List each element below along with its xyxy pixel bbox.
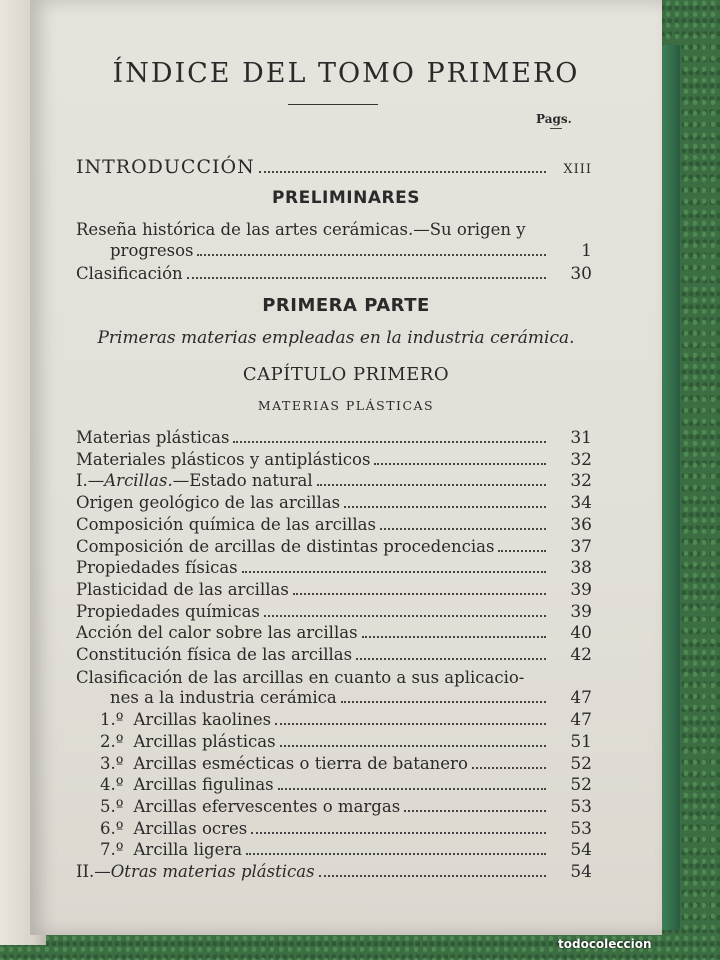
toc-entry <box>76 537 592 557</box>
entry-italic: Arcillas. <box>104 471 173 491</box>
toc-entry-label <box>76 580 289 599</box>
leader-dots <box>374 463 546 465</box>
toc-entry-label: INTRODUCCIÓN <box>76 156 255 178</box>
leader-dots <box>259 171 546 173</box>
preliminares-heading: PRELIMINARES <box>272 188 420 208</box>
toc-entry-page: 42 <box>570 645 592 665</box>
entry-text: Constitución física de las arcillas <box>76 645 353 664</box>
primera-parte-heading: PRIMERA PARTE <box>262 295 430 316</box>
toc-entry <box>100 819 592 839</box>
leader-dots <box>275 723 546 725</box>
toc-entry-page: 37 <box>570 536 592 557</box>
toc-entry-clasificacion <box>76 264 592 284</box>
toc-entry-label <box>76 537 494 556</box>
toc-entry-page: 32 <box>570 471 592 492</box>
leader-dots <box>344 506 546 508</box>
toc-entry-page: 38 <box>570 558 592 579</box>
entry-number: 1.º <box>100 710 124 730</box>
toc-entry <box>76 645 592 665</box>
toc-entry-label <box>100 797 400 816</box>
leader-dots <box>341 701 546 703</box>
toc-entry-page: 40 <box>570 623 592 644</box>
toc-entry-page: 30 <box>570 264 592 284</box>
leader-dots <box>264 615 546 617</box>
primera-parte-subtitle: Primeras materias empleadas en la industria cerámica. <box>97 328 575 348</box>
toc-entry-label <box>76 602 260 621</box>
toc-entry-page: 36 <box>570 514 592 535</box>
entry-text: Arcilla ligera <box>133 840 243 860</box>
leader-dots <box>319 875 546 877</box>
toc-entry-label: Clasificación <box>76 264 183 283</box>
toc-entry <box>76 493 592 513</box>
toc-entry <box>100 710 592 730</box>
entry-text: Propiedades físicas <box>76 558 238 578</box>
leader-dots <box>197 254 546 256</box>
toc-entry-page: 31 <box>570 428 592 448</box>
entry-text: Composición de arcillas de distintas procedencias <box>76 536 495 556</box>
toc-entry <box>100 775 592 795</box>
entry-text: Arcillas efervescentes o margas <box>133 796 401 816</box>
chapter-subheading: MATERIAS PLÁSTICAS <box>257 398 435 413</box>
toc-entry-page: 47 <box>570 710 592 731</box>
entry-text: Arcillas esmécticas o tierra de batanero <box>133 753 468 773</box>
entry-text: Materias plásticas <box>76 428 230 447</box>
toc-entry-page: 47 <box>570 688 592 709</box>
leader-dots <box>380 528 546 530</box>
toc-entry <box>100 840 592 860</box>
toc-entry-label: progresos <box>110 241 194 260</box>
entry-text: Arcillas kaolines <box>133 710 272 730</box>
toc-entry <box>76 450 592 470</box>
leader-dots <box>251 832 546 834</box>
entry-text: Arcillas plásticas <box>133 731 276 751</box>
toc-entry <box>100 797 592 817</box>
toc-entry-label <box>76 471 313 490</box>
toc-entry-clasif-line1: Clasificación de las arcillas en cuanto a sus aplicacio- <box>76 667 525 687</box>
toc-entry-label <box>100 732 276 751</box>
entry-number: 5.º <box>100 796 124 816</box>
toc-entry-page: 53 <box>570 818 592 839</box>
page-title: ÍNDICE DEL TOMO PRIMERO <box>112 58 580 89</box>
pags-underline <box>550 128 562 129</box>
leader-dots <box>362 636 546 638</box>
toc-entry-page: 34 <box>570 493 592 514</box>
leader-dots <box>356 658 546 660</box>
toc-entry-label <box>100 775 274 794</box>
toc-entry-resena-line1: Reseña histórica de las artes cerámicas.—Su origen y <box>76 220 526 239</box>
toc-entry-page: 39 <box>570 579 592 600</box>
leader-dots <box>280 745 546 747</box>
entry-text: Plasticidad de las arcillas <box>76 579 289 599</box>
toc-entry-introduccion <box>76 156 592 178</box>
toc-entry-label <box>76 862 315 881</box>
entry-text: —Estado natural <box>172 471 313 491</box>
entry-number: 7.º <box>100 840 124 860</box>
toc-entry-label <box>100 710 271 729</box>
toc-entry <box>76 471 592 491</box>
entry-text: Arcillas ocres <box>133 818 248 838</box>
leader-dots <box>233 441 546 443</box>
entry-text: nes a la industria cerámica <box>110 688 337 708</box>
leader-dots <box>293 593 546 595</box>
leader-dots <box>246 853 546 855</box>
pags-label: Pags. <box>536 112 572 126</box>
leader-dots <box>498 550 546 552</box>
entry-text: Arcillas figulinas <box>133 775 274 795</box>
toc-entry <box>76 428 592 448</box>
toc-entry <box>100 754 592 774</box>
chapter-heading: CAPÍTULO PRIMERO <box>242 364 450 385</box>
entry-text: Acción del calor sobre las arcillas <box>76 623 358 643</box>
toc-entry <box>76 558 592 578</box>
toc-entry-page: 54 <box>570 862 592 882</box>
entry-prefix: II.— <box>76 862 111 881</box>
toc-entry-label <box>76 515 376 534</box>
entry-text: Propiedades químicas <box>76 601 260 621</box>
leader-dots <box>187 277 546 279</box>
toc-entry-page: XIII <box>563 162 592 177</box>
leader-dots <box>472 767 546 769</box>
entry-text: Materiales plásticos y antiplásticos <box>76 449 371 469</box>
toc-entry-page: 54 <box>570 840 592 861</box>
toc-entry <box>76 515 592 535</box>
toc-entry-label <box>76 645 352 664</box>
toc-entry-page: 53 <box>570 796 592 817</box>
toc-entry <box>76 602 592 622</box>
toc-entry-label <box>100 840 242 859</box>
entry-number: 3.º <box>100 753 124 773</box>
entry-number: 4.º <box>100 775 124 795</box>
index-page <box>30 0 662 935</box>
toc-entry-label <box>100 819 247 838</box>
toc-entry-page: 39 <box>570 601 592 622</box>
toc-entry <box>76 623 592 643</box>
title-rule <box>288 104 378 105</box>
leader-dots <box>317 484 546 486</box>
toc-entry-page: 1 <box>581 241 592 261</box>
toc-entry-label <box>76 428 229 447</box>
toc-entry-page: 32 <box>570 449 592 470</box>
watermark-text: todocoleccion <box>558 937 652 951</box>
toc-entry-page: 51 <box>570 731 592 752</box>
toc-entry-label <box>76 450 370 469</box>
leader-dots <box>278 788 546 790</box>
toc-entry-page: 52 <box>570 753 592 774</box>
entry-prefix: I.— <box>76 471 105 491</box>
toc-entry-label <box>76 493 340 512</box>
entry-number: 6.º <box>100 818 124 838</box>
entry-italic: Otras materias plásticas <box>110 862 315 881</box>
entry-number: 2.º <box>100 731 124 751</box>
entry-text: Origen geológico de las arcillas <box>76 493 341 513</box>
entry-text: Composición química de las arcillas <box>76 514 376 534</box>
toc-entry-label <box>76 623 358 642</box>
toc-entry <box>100 732 592 752</box>
toc-entry-page: 52 <box>570 775 592 796</box>
toc-entry <box>76 862 592 882</box>
toc-entry-label <box>76 558 238 577</box>
leader-dots <box>404 810 546 812</box>
leader-dots <box>242 571 546 573</box>
toc-entry <box>76 580 592 600</box>
toc-entry-label <box>110 688 337 707</box>
toc-entry <box>110 688 592 708</box>
toc-entry-label <box>100 754 468 773</box>
toc-entry-resena <box>110 241 592 261</box>
